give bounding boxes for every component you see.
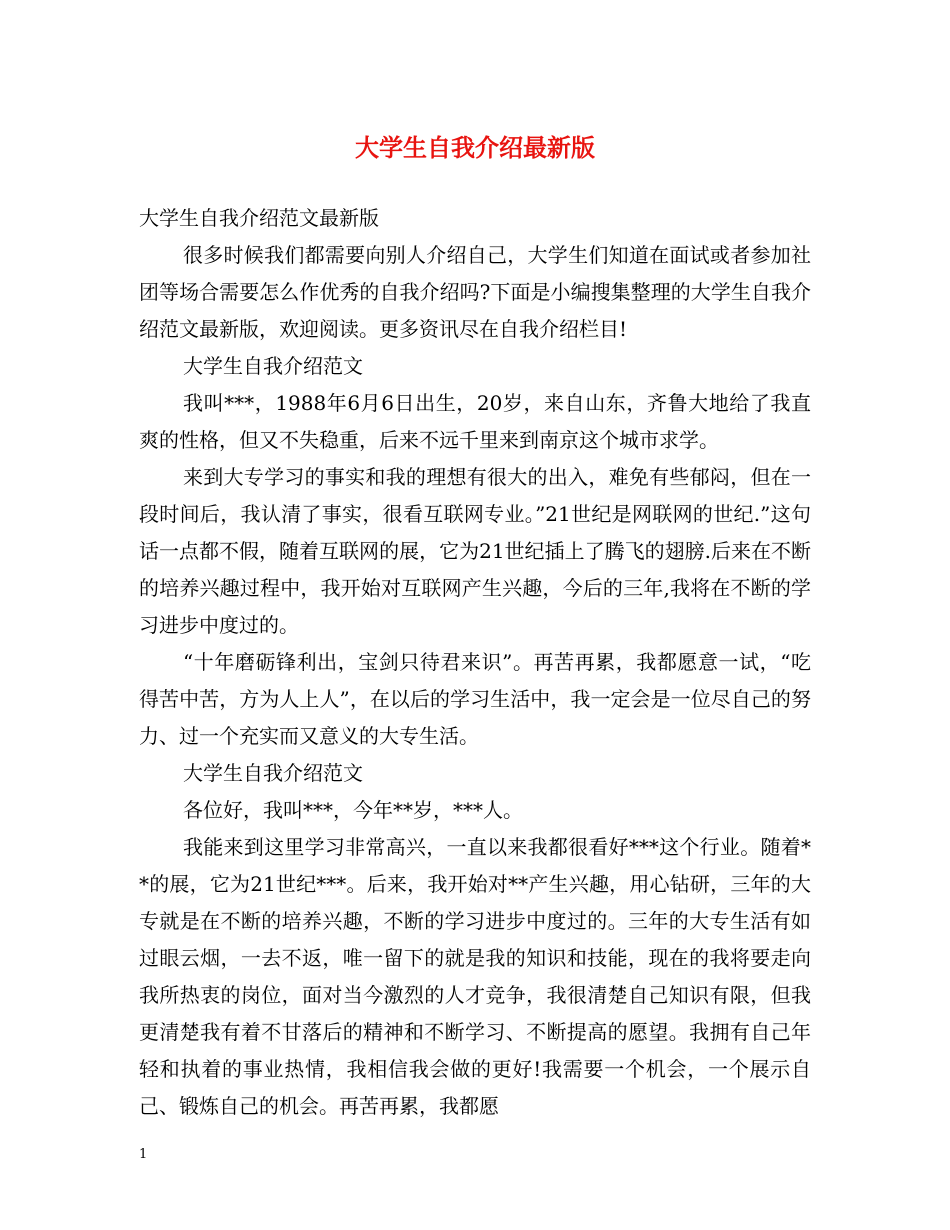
- body-paragraph-5: 我能来到这里学习非常高兴，一直以来我都很看好***这个行业。随着**的展，它为21世纪***。后来，我开始对**产生兴趣，用心钻研，三年的大专就是在不断的培养兴趣，不断的学习进步中度过的。三年的大专生活有如过眼云烟，一去不返，唯一留下的就是我的知识和技能，现在的我将要走向我所热衷的岗位，面对当今激烈的人才竞争，我很清楚自己知识有限，但我更清楚我有着不甘落后的精神和不断学习、不断提高的愿望。我拥有自己年轻和执着的事业热情，我相信我会做的更好!我需要一个机会，一个展示自己、锻炼自己的机会。再苦再累，我都愿: [139, 835, 811, 1118]
- section-heading-2: 大学生自我介绍范文: [183, 761, 363, 785]
- document-body: [139, 200, 811, 1125]
- body-paragraph-3: “十年磨砺锋利出，宝剑只待君来识”。再苦再累，我都愿意一试，“吃得苦中苦，方为人上人”，在以后的学习生活中，我一定会是一位尽自己的努力、过一个充实而又意义的大专生活。: [139, 650, 811, 748]
- body-paragraph-1: 我叫***，1988年6月6日出生，20岁，来自山东，齐鲁大地给了我直爽的性格，但又不失稳重，后来不远千里来到南京这个城市求学。: [139, 391, 811, 452]
- section-heading-1: 大学生自我介绍范文: [183, 354, 363, 378]
- body-paragraph-4: 各位好，我叫***，今年**岁，***人。: [183, 798, 523, 822]
- intro-heading: 大学生自我介绍范文最新版: [139, 206, 379, 230]
- body-paragraph-2: 来到大专学习的事实和我的理想有很大的出入，难免有些郁闷，但在一段时间后，我认清了事实，很看互联网专业。”21世纪是网联网的世纪.”这句话一点都不假，随着互联网的展，它为21世纪插上了腾飞的翅膀.后来在不断的培养兴趣过程中，我开始对互联网产生兴趣，今后的三年,我将在不断的学习进步中度过的。: [139, 465, 811, 637]
- page-number: 1: [139, 1147, 148, 1162]
- document-title: 大学生自我介绍最新版: [355, 133, 595, 162]
- intro-paragraph: 很多时候我们都需要向别人介绍自己，大学生们知道在面试或者参加社团等场合需要怎么作优秀的自我介绍吗?下面是小编搜集整理的大学生自我介绍范文最新版，欢迎阅读。更多资讯尽在自我介绍栏目!: [139, 243, 811, 341]
